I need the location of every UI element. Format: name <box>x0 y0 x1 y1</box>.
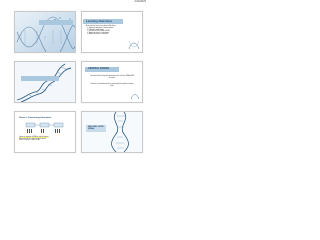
slide-2-intro: At the end of the lesson, the students will be able to: <box>86 26 116 27</box>
title-line-1: NUCLEIC ACID <box>88 126 104 128</box>
title-line-2: (DNA) <box>88 128 95 131</box>
slide-2 <box>81 11 143 53</box>
central-dogma-diagram <box>25 121 65 135</box>
dna-strand-image <box>82 112 142 152</box>
slide-3-title <box>21 76 59 81</box>
slide-6-title <box>86 125 106 132</box>
slide-1 <box>14 11 76 53</box>
dna-icon <box>130 92 140 100</box>
list-item: • 5. Explain the process of translation <box>87 34 114 36</box>
slide-1-title <box>39 20 73 25</box>
slide-5-title: Genes in Transferring Information <box>19 117 52 119</box>
slide-5 <box>14 111 76 153</box>
page-date: 2/14/2023 <box>134 0 146 3</box>
protein-definition: Protein is a macromolecule that is produced by the synthesis of amino acids. <box>90 84 134 87</box>
learning-outcomes-list <box>87 28 114 36</box>
list-item: • 2. Define the central dogma <box>87 30 114 32</box>
list-item: • 3. Describe the parts of DNA and RNA <box>87 31 114 33</box>
list-item: • Each of the genes is made of DNA <box>19 140 49 142</box>
slide-3 <box>14 61 76 103</box>
list-item: • A gene contains the code for a specific protein <box>19 139 49 141</box>
list-item: • 1. Explain the importance of protein synthesis <box>87 28 114 30</box>
slide-4 <box>81 61 143 103</box>
slide-6 <box>81 111 143 153</box>
slide-4-title: CENTRAL DOGMA <box>85 67 119 72</box>
genes-list <box>19 137 49 142</box>
dna-banner-image <box>15 12 75 52</box>
dna-helix-image <box>15 62 75 102</box>
central-dogma-definition: Describes the flow of genetic information in the cells from DNA to RNA to protein. <box>90 76 134 79</box>
slide-2-title: Learning Outcomes <box>83 19 123 24</box>
dna-icon <box>128 40 140 50</box>
highlighted-text: Genes are segments of DNA that code for proteins <box>19 137 49 138</box>
list-item: • 4. Explain the process of transcription <box>87 33 114 35</box>
